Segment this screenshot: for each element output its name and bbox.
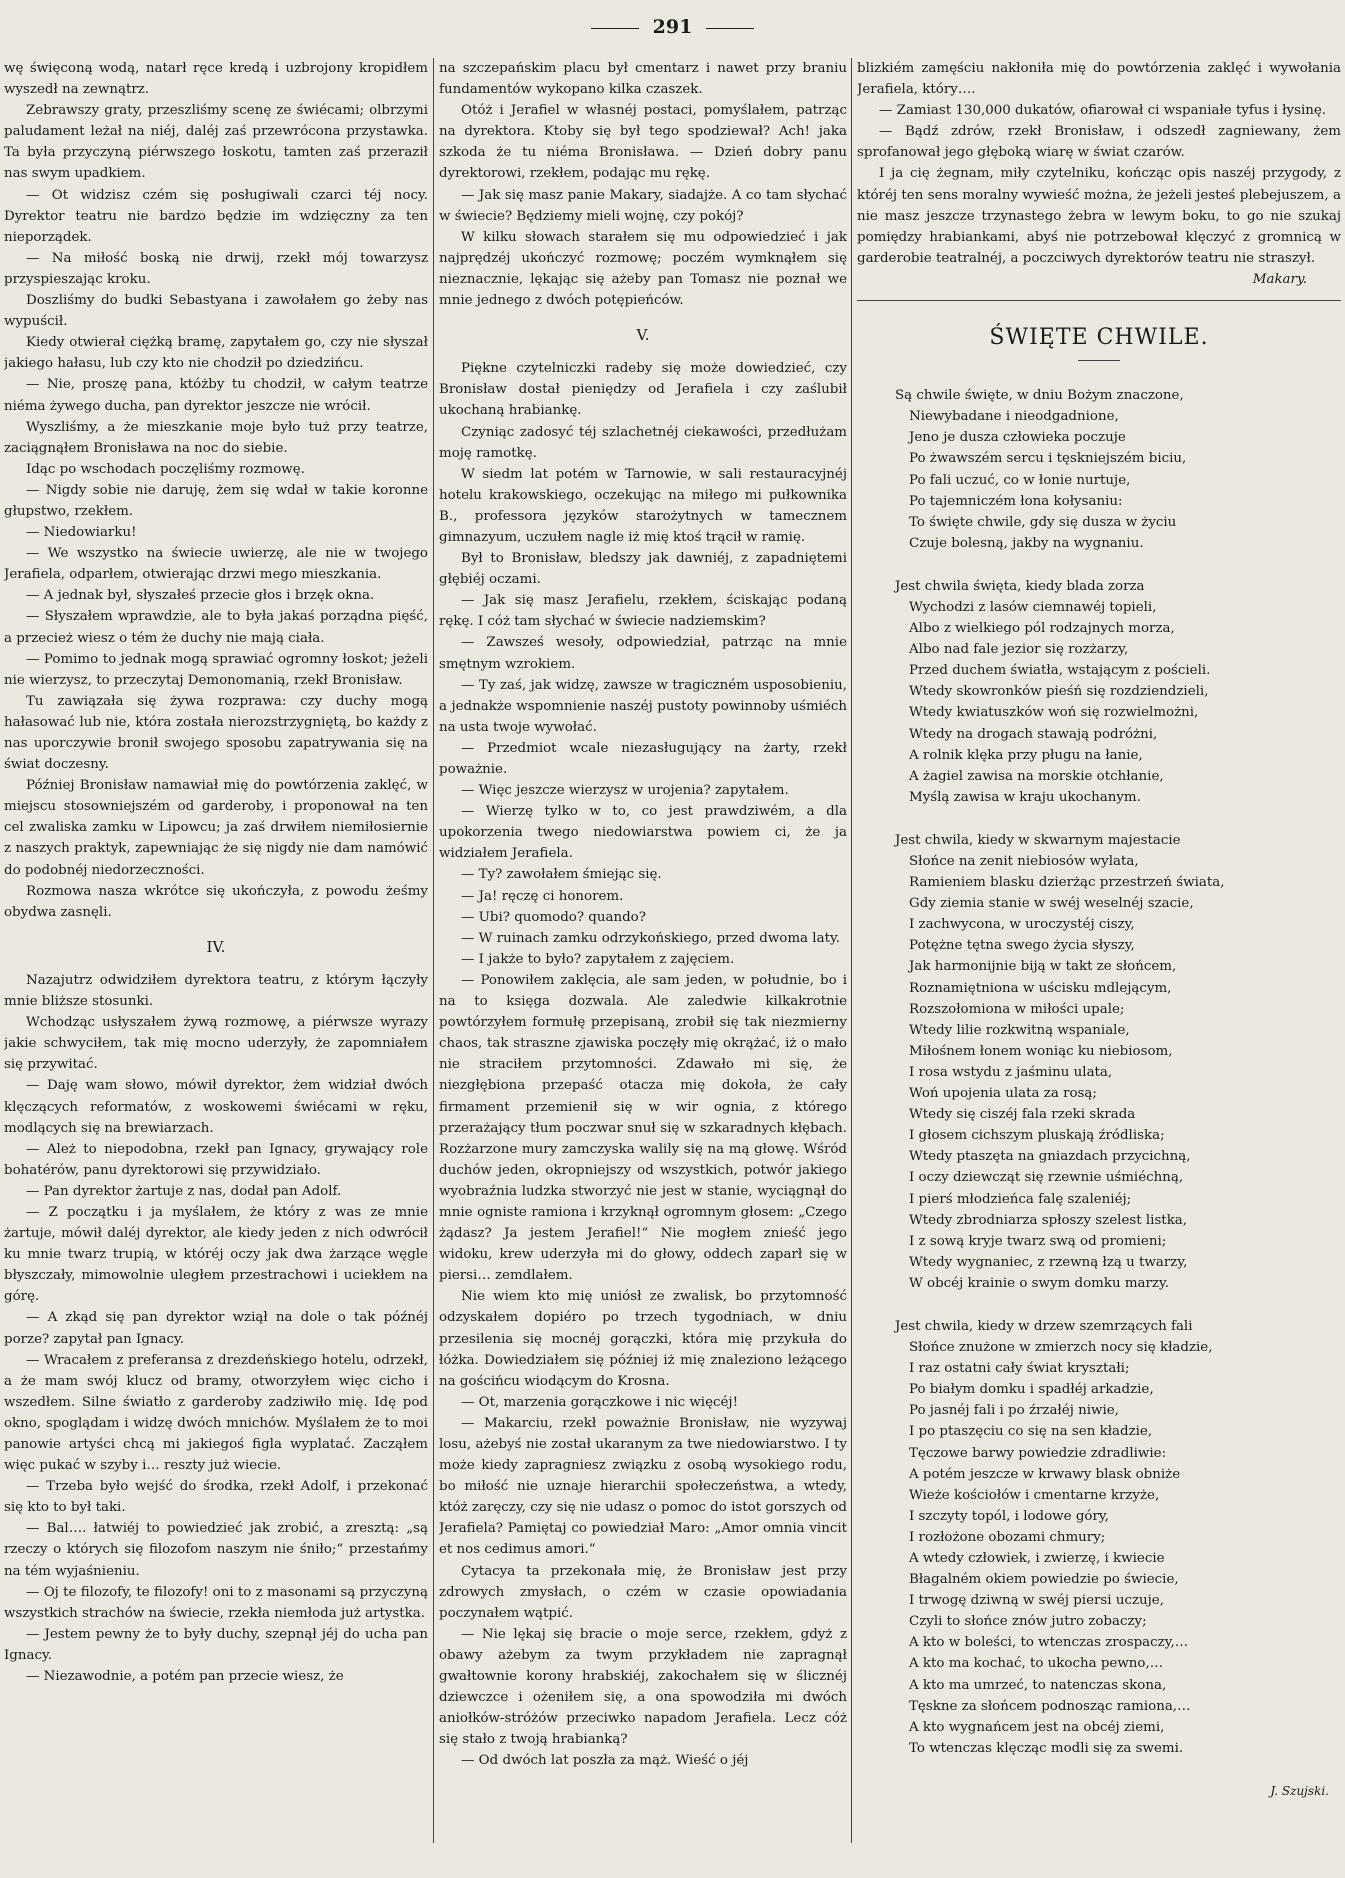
paragraph: — Wracałem z preferansa z drezdeńskiego hotelu, odrzekł, a że mam swój klucz od bramy, otworzyłem więc cicho i wszedłem. Silne światło z garderoby zadziwiło mię. Idę pod okno, spoglądam i widzę dwóch mnichów. Myślałem że to moi panowie artyści chcą mi jakiegoś figla wyplatać. Zacząłem więc pukać w szyby i… reszty już wiecie. bbox=[4, 1352, 428, 1474]
paragraph: — Z początku i ja myślałem, że który z was ze mnie żartuje, mówił daléj dyrektor, ale kiedy jeden z nich odwrócił ku mnie twarz trupią, w któréj oczy jak dwa żarzące węgle błyszczały, mimowolnie uległem przestrachowi i uciekłem na górę. bbox=[4, 1204, 428, 1305]
paragraph: — Więc jeszcze wierzysz w urojenia? zapytałem. bbox=[461, 783, 789, 799]
page-number bbox=[0, 16, 1345, 38]
poem-stanza bbox=[895, 1316, 1341, 1759]
poem-line: Po jasnéj fali i po źrzałéj niwie, bbox=[909, 1403, 1119, 1419]
poem-body bbox=[857, 385, 1341, 1759]
paragraph: Czyniąc zadosyć téj szlachetnéj ciekawości, przedłużam moję ramotkę. bbox=[439, 424, 847, 461]
paragraph: — Wierzę tylko w to, co jest prawdziwém, a dla upokorzenia twego niedowiarstwa powiem ci, że ja widziałem Jerafiela. bbox=[439, 804, 847, 862]
poem-line: A rolnik klęka przy pługu na łanie, bbox=[909, 747, 1143, 763]
poem-line: Wtedy kwiatuszków woń się rozwielmożni, bbox=[909, 705, 1199, 721]
paragraph: — Ty? zawołałem śmiejąc się. bbox=[461, 867, 662, 883]
poem-line: I z sową kryje twarz swą od promieni; bbox=[909, 1233, 1167, 1249]
paragraph: — Od dwóch lat poszła za mąż. Wieść o jéj bbox=[461, 1753, 749, 1769]
poem-line: A kto ma kochać, to ukocha pewno,… bbox=[909, 1656, 1164, 1672]
paragraph: — A zkąd się pan dyrektor wziął na dole o tak późnéj porze? zapytał pan Ignacy. bbox=[4, 1310, 428, 1347]
poem-line: Albo nad fale jezior się rozżarzy, bbox=[909, 642, 1129, 658]
paragraph: — Niezawodnie, a potém pan przecie wiesz, że bbox=[26, 1669, 344, 1685]
paragraph: — Ależ to niepodobna, rzekł pan Ignacy, grywający role bohatérów, panu dyrektorowi się przywidziało. bbox=[4, 1141, 428, 1178]
poem-line: Błagalném okiem powiedzie po świecie, bbox=[909, 1572, 1179, 1588]
paragraph: — Trzeba było wejść do środka, rzekł Adolf, i przekonać się kto to był taki. bbox=[4, 1479, 428, 1516]
poem-line: I głosem cichszym pluskają źródliska; bbox=[909, 1128, 1165, 1144]
paragraph: — Ja! ręczę ci honorem. bbox=[461, 888, 624, 904]
poem-line: A potém jeszcze w krwawy blask obniże bbox=[909, 1466, 1181, 1482]
poem-line: I po ptaszęciu co się na sen kładzie, bbox=[909, 1424, 1153, 1440]
paragraph: — Jak się masz Jerafielu, rzekłem, ściskając podaną rękę. I cóż tam słychać w świecie nadziemskim? bbox=[439, 593, 847, 630]
column-3-prose bbox=[857, 58, 1341, 269]
paragraph: na szczepańskim placu był cmentarz i nawet przy braniu fundamentów wykopano kilka czaszek. bbox=[439, 61, 847, 98]
poem-line: Albo z wielkiego pól rodzajnych morza, bbox=[909, 621, 1175, 637]
poem-line: W obcéj krainie o swym domku marzy. bbox=[909, 1275, 1170, 1291]
poem-line: Po żwawszém sercu i tęskniejszém biciu, bbox=[909, 451, 1187, 467]
paragraph: — Nie lękaj się bracie o moje serce, rzekłem, gdyż z obawy ażebym za twym przykładem nie zapragnął gwałtownie korony hrabskiéj, zakochałem się w ślicznéj dziewczce i ożeniłem się, a ona spowodziła mi dwóch aniołków-stróżów przeciwko napadom Jerafiela. Lecz cóż się stało z twoją hrabianką? bbox=[439, 1626, 847, 1748]
paragraph: — A jednak był, słyszałeś przecie głos i brzęk okna. bbox=[26, 588, 375, 604]
paragraph: — Na miłość boską nie drwij, rzekł mój towarzysz przyspieszając kroku. bbox=[4, 250, 428, 287]
poem-line: Tęskne za słońcem podnosząc ramiona,… bbox=[909, 1698, 1191, 1714]
poem-line: Jest chwila, kiedy w skwarnym majestacie bbox=[895, 832, 1181, 848]
poem-line: Wychodzi z lasów ciemnawéj topieli, bbox=[909, 599, 1157, 615]
poem-line: Jeno je dusza człowieka poczuje bbox=[909, 430, 1126, 446]
paragraph: Kiedy otwierał ciężką bramę, zapytałem go, czy nie słyszał jakiego hałasu, lub czy kto nie chodził po dziedzińcu. bbox=[4, 335, 428, 372]
poem-line: I zachwycona, w uroczystéj ciszy, bbox=[909, 917, 1135, 933]
paragraph: Otóż i Jerafiel w własnéj postaci, pomyślałem, patrząc na dyrektora. Ktoby się był tego spodziewał? Ach! jaka szkoda że tu niéma Bronisława. — Dzień dobry panu dyrektorowi, rzekłem, podając mu rękę. bbox=[439, 103, 847, 182]
poem-line: Słońce znużone w zmierzch nocy się kładzie, bbox=[909, 1340, 1213, 1356]
poem-line: Ramieniem blasku dzierżąc przestrzeń świata, bbox=[909, 875, 1225, 891]
poem-line: Myślą zawisa w kraju ukochanym. bbox=[909, 789, 1141, 805]
poem-line: Jest chwila, kiedy w drzew szemrzących fali bbox=[895, 1318, 1193, 1334]
poem-line: Wtedy się ciszéj fala rzeki skrada bbox=[909, 1107, 1136, 1123]
poem-line: I raz ostatni cały świat kryształi; bbox=[909, 1361, 1130, 1377]
paragraph: — Ponowiłem zaklęcia, ale sam jeden, w południe, bo i na to księga dozwala. Ale zaledwie kilkakrotnie powtórzyłem formułę przepisaną, zrobił się tak niezmierny chaos, tak straszne zjawiska poczęły mię okrążać, iż o mało nie straciłem przytomności. Zdawało mi się, że niezgłębiona przepaść otacza mię dokoła, że cały firmament przemienił się w wir ognia, z którego przerażający tłum poczwar snuł się w szkaradnych kłębach. Rozżarzone mury zamczyska walily się na mą głowę. Wśród duchów jeden, okropniejszy od wszystkich, potwór jakiego wyobraźnia ludzka stworzyć nie jest w stanie, wyciągnął do mnie ogniste ramiona i krzyknął ogromnym głosem: „Czego żądasz? Ja jestem Jerafiel!“ Nie mogłem znieść jego widoku, krew uderzyła mi do głowy, oddech zaparł się w piersi… zemdlałem. bbox=[439, 972, 847, 1284]
paragraph: Doszliśmy do budki Sebastyana i zawołałem go żeby nas wypuścił. bbox=[4, 293, 428, 330]
poem-line: Gdy ziemia stanie w swéj weselnéj szacie, bbox=[909, 896, 1194, 912]
poem-line: I rosa wstydu z jaśminu ulata, bbox=[909, 1064, 1113, 1080]
paragraph: — Pan dyrektor żartuje z nas, dodał pan Adolf. bbox=[26, 1183, 342, 1199]
paragraph: — Słyszałem wprawdzie, ale to była jakaś porządna pięść, a przecież wiesz o tém że duchy nie mają ciała. bbox=[4, 609, 428, 646]
section-heading: V. bbox=[636, 326, 650, 345]
poem-line: Potężne tętna swego życia słyszy, bbox=[909, 938, 1135, 954]
paragraph: — Ot widzisz czém się posługiwali czarci téj nocy. Dyrektor teatru nie bardzo będzie im wdzięczny za ten nieporządek. bbox=[4, 187, 428, 245]
page-number-rule-left bbox=[591, 28, 639, 29]
paragraph: Był to Bronisław, bledszy jak dawniéj, z zapadniętemi głębiéj oczami. bbox=[439, 551, 847, 588]
poem-author: J. Szujski. bbox=[1270, 1783, 1329, 1798]
poem-line: A żagiel zawisa na morskie otchłanie, bbox=[909, 768, 1164, 784]
poem-line: I pierś młodzieńca falę szaleniéj; bbox=[909, 1191, 1132, 1207]
prose-signature: Makary. bbox=[1252, 271, 1307, 287]
paragraph: Później Bronisław namawiał mię do powtórzenia zaklęć, w miejscu stosowniejszém od garderoby, i proponował na ten cel zwaliska zamku w Lipowcu; ja zaś drwiłem niemiłosiernie z naszych praktyk, zapewniając że się nigdy nie dam namówić do podobnéj niedorzeczności. bbox=[4, 778, 428, 878]
poem-line: Tęczowe barwy powiedzie zdradliwie: bbox=[909, 1445, 1167, 1461]
paragraph: — Ty zaś, jak widzę, zawsze w tragiczném usposobieniu, a jednakże wspomnienie naszéj pustoty powinnoby uśmiéch na usta twoje wywołać. bbox=[439, 677, 847, 735]
column-1 bbox=[4, 58, 428, 1848]
paragraph: W siedm lat potém w Tarnowie, w sali restauracyjnéj hotelu krakowskiego, oczekując na miłego mi pułkownika B., professora języków starożytnych w tamecznem gimnazyum, uczułem nagle iż mię ktoś trącił w ramię. bbox=[439, 466, 847, 545]
paragraph: — Zamiast 130,000 dukatów, ofiarował ci wspaniałe tyfus i łysinę. bbox=[879, 103, 1327, 119]
paragraph: — Oj te filozofy, te filozofy! oni to z masonami są przyczyną wszystkich strachów na świecie, rzekła niemłoda już artystka. bbox=[4, 1584, 428, 1621]
paragraph: Zebrawszy graty, przeszliśmy scenę ze świécami; olbrzymi paludament leżał na niéj, daléj zaś przewrócona przystawka. Ta była przyczyną piérwszego łoskotu, tamten zaś przeraził nas swym upadkiem. bbox=[4, 103, 428, 182]
paragraph: — Pomimo to jednak mogą sprawiać ogromny łoskot; jeżeli nie wierzysz, to przeczytaj Demonomanią, rzekł Bronisław. bbox=[4, 651, 428, 688]
paragraph: W kilku słowach starałem się mu odpowiedzieć i jak najprędzéj ukończyć rozmowę; poczém wymknąłem się nieznacznie, lękając się ażeby pan Tomasz nie poznał we mnie jednego z dwóch potępieńców. bbox=[439, 229, 847, 309]
poem-line: Po białym domku i spadłéj arkadzie, bbox=[909, 1382, 1154, 1398]
poem-line: Czuje bolesną, jakby na wygnaniu. bbox=[909, 535, 1144, 551]
paragraph: Rozmowa nasza wkrótce się ukończyła, z powodu żeśmy obydwa zasnęli. bbox=[4, 883, 428, 920]
poem-line: Przed duchem światła, wstającym z pościeli. bbox=[909, 663, 1211, 679]
paragraph: — I jakże to było? zapytałem z zajęciem. bbox=[461, 951, 735, 967]
paragraph: Wchodząc usłyszałem żywą rozmowę, a piérwsze wyrazy jakie schwyciłem, tak mię mocno uderzyły, że zapomniałem się przywitać. bbox=[4, 1015, 428, 1073]
section-heading: IV. bbox=[206, 937, 226, 956]
paragraph: — Bal…. łatwiéj to powiedzieć jak zrobić, a zresztą: „są rzeczy o których się filozofom naszym nie śniło;“ przestańmy na tém wyjaśnieniu. bbox=[4, 1521, 428, 1579]
column-divider-2 bbox=[851, 58, 852, 1843]
poem-stanza bbox=[895, 830, 1341, 1294]
poem-line: Czyli to słońce znów jutro zobaczy; bbox=[909, 1614, 1147, 1630]
poem-line: Wtedy na drogach stawają podróżni, bbox=[909, 726, 1158, 742]
column-divider-1 bbox=[433, 58, 434, 1843]
paragraph: Nie wiem kto mię uniósł ze zwalisk, bo przytomność odzyskałem dopiéro po trzech tygodniach, w dniu przesilenia się mocnéj gorączki, która mię przykuła do łóżka. Dowiedziałem się później iż mię znaleziono leżącego na gościńcu wiodącym do Krosna. bbox=[439, 1289, 847, 1389]
title-rule bbox=[1078, 360, 1120, 361]
poem-line: To wtenczas klęcząc modli się za swemi. bbox=[909, 1740, 1184, 1756]
paragraph: — We wszystko na świecie uwierzę, ale nie w twojego Jerafiela, odparłem, otwierając drzwi mego mieszkania. bbox=[4, 546, 428, 583]
poem-line: A kto ma umrzeć, to natenczas skona, bbox=[909, 1677, 1167, 1693]
paragraph: wę święconą wodą, natarł ręce kredą i uzbrojony kropidłem wyszedł na zewnątrz. bbox=[4, 61, 428, 98]
column-2 bbox=[439, 58, 847, 1848]
poem-line: Wtedy wygnaniec, z rzewną łzą u twarzy, bbox=[909, 1254, 1188, 1270]
poem-line: Po tajemniczém łona kołysaniu: bbox=[909, 493, 1123, 509]
paragraph: Wyszliśmy, a że mieszkanie moje było tuż przy teatrze, zaciągnąłem Bronisława na noc do siebie. bbox=[4, 419, 428, 456]
paragraph: — Ot, marzenia gorączkowe i nic więcéj! bbox=[461, 1394, 738, 1410]
poem-line: Miłośnem łonem woniąc ku niebiosom, bbox=[909, 1043, 1173, 1059]
page-number-text: 291 bbox=[652, 16, 693, 38]
poem-line: I oczy dziewcząt się rzewnie uśmiéchną, bbox=[909, 1170, 1184, 1186]
paragraph: — Makarciu, rzekł poważnie Bronisław, nie wyzywaj losu, ażebyś nie został ukaranym za twe niedowiarstwo. I ty może kiedy zapragniesz związku z osobą wysokiego rodu, bo miłość nie uznaje hierarchii społeczeństwa, a wtedy, któż zaręczy, czy się nie udasz o pomoc do istot gorszych od Jerafiela? Pamiętaj co powiedział Maro: „Amor omnia vincit et nos cedimus amori.“ bbox=[439, 1415, 847, 1558]
poem-line: A kto w boleści, to wtenczas zrospaczy,… bbox=[909, 1635, 1189, 1651]
section-divider bbox=[857, 300, 1341, 301]
page-number-rule-right bbox=[706, 28, 754, 29]
poem-line: Wtedy lilie rozkwitną wspaniale, bbox=[909, 1022, 1130, 1038]
paragraph: — Jak się masz panie Makary, siadajże. A co tam słychać w świecie? Będziemy mieli wojnę, czy pokój? bbox=[439, 187, 847, 224]
poem-line: Woń upojenia ulata za rosą; bbox=[909, 1086, 1097, 1102]
poem-line: Są chwile święte, w dniu Bożym znaczone, bbox=[895, 388, 1184, 404]
paragraph: Idąc po wschodach poczęliśmy rozmowę. bbox=[26, 461, 305, 477]
poem-line: Niewybadane i nieodgadnione, bbox=[909, 409, 1119, 425]
paragraph: Nazajutrz odwidziłem dyrektora teatru, z którym łączyły mnie bliższe stosunki. bbox=[4, 972, 428, 1010]
poem-line: Wtedy zbrodniarza spłoszy szelest listka, bbox=[909, 1212, 1188, 1228]
paragraph: — Nigdy sobie nie daruję, żem się wdał w takie koronne głupstwo, rzekłem. bbox=[4, 482, 428, 519]
paragraph: — Nie, proszę pana, któżby tu chodził, w całym teatrze niéma żywego ducha, pan dyrektor jeszcze nie wrócił. bbox=[4, 377, 428, 414]
paragraph: — Zawsześ wesoły, odpowiedział, patrząc na mnie smętnym wzrokiem. bbox=[439, 635, 847, 672]
paragraph: blizkiém zamęściu nakłoniła mię do powtórzenia zaklęć i wywołania Jerafiela, który…. bbox=[857, 61, 1341, 98]
poem-line: Roznamiętniona w uścisku mdlejącym, bbox=[909, 980, 1172, 996]
poem-line: Jak harmonijnie biją w takt ze słońcem, bbox=[909, 959, 1177, 975]
poem-line: To święte chwile, gdy się dusza w życiu bbox=[909, 514, 1177, 530]
poem-line: A kto wygnańcem jest na obcéj ziemi, bbox=[909, 1719, 1165, 1735]
poem-stanza bbox=[895, 576, 1341, 808]
poem-line: I szczyty topól, i lodowe góry, bbox=[909, 1508, 1109, 1524]
paragraph: Cytacya ta przekonała mię, że Bronisław jest przy zdrowych zmysłach, o czém w czasie opowiadania poczynałem wątpić. bbox=[439, 1563, 847, 1621]
poem-stanza bbox=[895, 385, 1341, 554]
paragraph: — Przedmiot wcale niezasługujący na żarty, rzekł poważnie. bbox=[439, 740, 847, 777]
poem-line: A wtedy człowiek, i zwierzę, i kwiecie bbox=[909, 1551, 1165, 1566]
poem-title: ŚWIĘTE CHWILE. bbox=[989, 325, 1209, 351]
poem-line: Wieże kościołów i cmentarne krzyże, bbox=[909, 1487, 1160, 1503]
paragraph: Tu zawiązała się żywa rozprawa: czy duchy mogą hałasować lub nie, która została nierozstrzygniętą, bo każdy z nas uporczywie bronił swojego sposobu zapatrywania się na świat doczesny. bbox=[4, 693, 428, 773]
paragraph: — Niedowiarku! bbox=[26, 525, 137, 541]
poem-line: Wtedy skowronków pieśń się rozdziendzieli, bbox=[909, 684, 1209, 700]
paragraph: Piękne czytelniczki radeby się może dowiedzieć, czy Bronisław dostał pieniędzy od Jerafiela i czy zaślubił ukochaną hrabiankę. bbox=[439, 361, 847, 419]
paragraph: — W ruinach zamku odrzykońskiego, przed dwoma laty. bbox=[461, 930, 840, 946]
paragraph: — Bądź zdrów, rzekł Bronisław, i odszedł zagniewany, żem sprofanował jego głęboką wiarę w świat czarów. bbox=[857, 124, 1341, 161]
poem-line: I rozłożone obozami chmury; bbox=[909, 1529, 1106, 1545]
poem-line: Wtedy ptaszęta na gniazdach przycichną, bbox=[909, 1149, 1191, 1165]
column-3 bbox=[857, 58, 1341, 1848]
poem-line: Rozszołomiona w miłości upale; bbox=[909, 1001, 1125, 1017]
paragraph: — Daję wam słowo, mówił dyrektor, żem widział dwóch klęczących reformatów, z woskowemi świécami w ręku, modlących się na brewiarzach. bbox=[4, 1078, 428, 1136]
poem-line: I trwogę dziwną w swéj piersi uczuje, bbox=[909, 1593, 1164, 1609]
poem-line: Po fali uczuć, co w łonie nurtuje, bbox=[909, 472, 1131, 488]
paragraph: — Jestem pewny że to były duchy, szepnął jéj do ucha pan Ignacy. bbox=[4, 1626, 428, 1663]
poem-line: Słońce na zenit niebiosów wylata, bbox=[909, 854, 1139, 869]
poem-line: Jest chwila święta, kiedy blada zorza bbox=[895, 578, 1145, 594]
paragraph: — Ubi? quomodo? quando? bbox=[461, 909, 646, 925]
paragraph: I ja cię żegnam, miły czytelniku, kończąc opis naszéj przygody, z któréj ten sens moralny wywieść można, że jeżeli jesteś plebejuszem, a nie masz jeszcze trzynastego żebra w lewym boku, to go nie szukaj pomiędzy hrabiankami, abyś nie potrzebował klęczyć z gromnicą w garderobie teatralnéj, a poczciwych dyrektorów teatru nie straszył. bbox=[857, 166, 1341, 266]
